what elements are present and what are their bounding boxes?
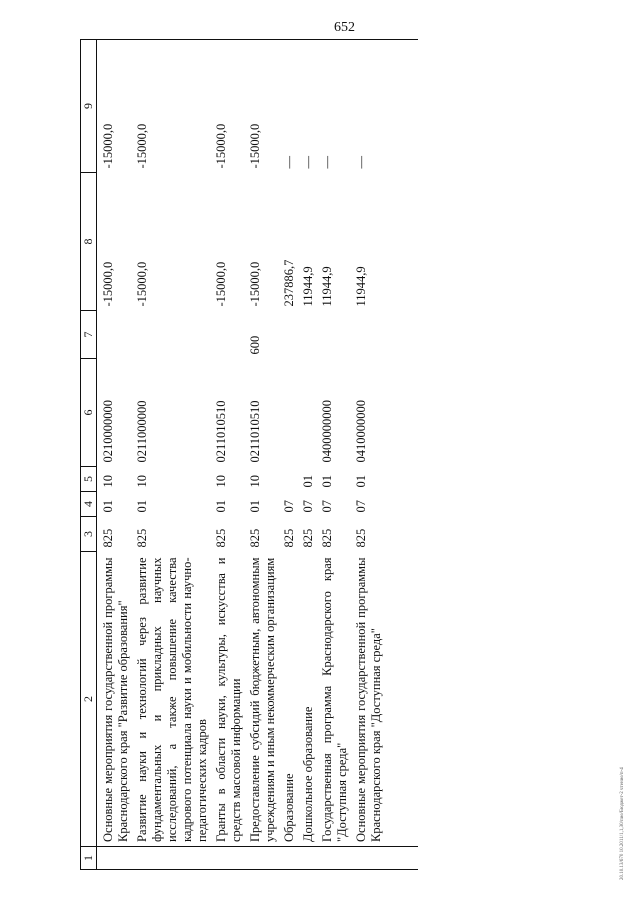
column-header: 9 xyxy=(81,40,97,173)
item-name: Образование xyxy=(282,773,296,842)
section-code: 01 xyxy=(135,500,149,513)
section-code: 01 xyxy=(214,500,228,513)
amount-col8: -15000,0 xyxy=(248,261,262,307)
target-code: 0410000000 xyxy=(354,400,368,463)
column-header: 3 xyxy=(81,517,97,552)
row-number xyxy=(350,847,418,870)
amount-col8: 11944,9 xyxy=(320,266,334,307)
target-code xyxy=(278,359,297,467)
item-name: Основные мероприятия государственной программы Краснодарского края "Развитие образования" xyxy=(101,557,130,842)
item-name: Дошкольное образование xyxy=(301,706,315,842)
table-row xyxy=(131,40,210,870)
expense-type-code xyxy=(97,311,132,359)
amount-col8: 237886,7 xyxy=(282,259,296,307)
subsection-code: 10 xyxy=(135,475,149,488)
column-header: 1 xyxy=(81,847,97,870)
subsection-code: 01 xyxy=(301,475,315,488)
rotated-page-content xyxy=(80,40,600,870)
amount-col9: — xyxy=(316,40,350,173)
amount-col8: -15000,0 xyxy=(101,261,115,307)
subsection-code: 10 xyxy=(248,475,262,488)
target-code: 0210000000 xyxy=(101,400,115,463)
ved-code: 825 xyxy=(101,528,115,548)
subsection-code: 10 xyxy=(214,475,228,488)
ved-code: 825 xyxy=(320,528,334,548)
row-number xyxy=(210,847,244,870)
row-number xyxy=(97,847,132,870)
row-number xyxy=(316,847,350,870)
table-header xyxy=(81,40,97,870)
table-row xyxy=(244,40,278,870)
ved-code: 825 xyxy=(282,528,296,548)
budget-table xyxy=(80,39,418,870)
item-name: Гранты в области науки, культуры, искусства и средств массовой информации xyxy=(214,557,243,842)
item-name: Основные мероприятия государственной программы Краснодарского края "Доступная среда" xyxy=(354,557,383,842)
column-header: 2 xyxy=(81,552,97,847)
section-code: 01 xyxy=(101,500,115,513)
expense-type-code xyxy=(278,311,297,359)
amount-col9: -15000,0 xyxy=(210,40,244,173)
table-row xyxy=(316,40,350,870)
header-row xyxy=(81,40,97,870)
expense-type-code xyxy=(297,311,316,359)
target-code: 0211010510 xyxy=(248,400,262,463)
row-number xyxy=(131,847,210,870)
table-row xyxy=(297,40,316,870)
item-name: Предоставление субсидий бюджетным, автономным учреждениям и иным некоммерческим организациям xyxy=(248,557,277,842)
amount-col9: — xyxy=(350,40,418,173)
expense-type-code xyxy=(210,311,244,359)
target-code: 0211010510 xyxy=(214,400,228,463)
column-header: 7 xyxy=(81,311,97,359)
ved-code: 825 xyxy=(135,528,149,548)
ved-code: 825 xyxy=(301,528,315,548)
subsection-code: 01 xyxy=(354,475,368,488)
amount-col9: -15000,0 xyxy=(97,40,132,173)
subsection-code: 01 xyxy=(320,475,334,488)
amount-col8: -15000,0 xyxy=(135,261,149,307)
expense-type-code: 600 xyxy=(248,335,262,355)
amount-col8: 11944,9 xyxy=(354,266,368,307)
section-code: 07 xyxy=(354,500,368,513)
table-row xyxy=(278,40,297,870)
table-row xyxy=(350,40,418,870)
amount-col8: -15000,0 xyxy=(214,261,228,307)
amount-col9: — xyxy=(297,40,316,173)
expense-type-code xyxy=(350,311,418,359)
section-code: 07 xyxy=(301,500,315,513)
column-header: 4 xyxy=(81,492,97,517)
expense-type-code xyxy=(316,311,350,359)
table-row xyxy=(97,40,132,870)
ved-code: 825 xyxy=(354,528,368,548)
subsection-code xyxy=(278,467,297,492)
table-body xyxy=(97,40,419,870)
row-number xyxy=(244,847,278,870)
amount-col9: -15000,0 xyxy=(131,40,210,173)
item-name: Государственная программа Краснодарского края "Доступная среда" xyxy=(320,557,349,842)
section-code: 01 xyxy=(248,500,262,513)
page-number: 652 xyxy=(334,20,355,35)
subsection-code: 10 xyxy=(101,475,115,488)
column-header: 5 xyxy=(81,467,97,492)
column-header: 6 xyxy=(81,359,97,467)
item-name: Развитие науки и технологий через развитие фундаментальных и прикладных научных исследований, а также повышение качества кадрового потенциала науки и мобильности научно-педагогических кадров xyxy=(135,557,209,842)
row-number xyxy=(297,847,316,870)
amount-col9: -15000,0 xyxy=(244,40,278,173)
amount-col8: 11944,9 xyxy=(301,266,315,307)
amount-col9: — xyxy=(278,40,297,173)
section-code: 07 xyxy=(320,500,334,513)
target-code: 0211000000 xyxy=(135,400,149,463)
file-path-note: 20.10.13/670 10.2011/1,1,30/пие/Бюджет-2 чтение/п-4 xyxy=(620,767,625,880)
table-row xyxy=(210,40,244,870)
ved-code: 825 xyxy=(248,528,262,548)
section-code: 07 xyxy=(282,500,296,513)
expense-type-code xyxy=(131,311,210,359)
ved-code: 825 xyxy=(214,528,228,548)
column-header: 8 xyxy=(81,173,97,311)
target-code xyxy=(297,359,316,467)
target-code: 0400000000 xyxy=(320,400,334,463)
row-number xyxy=(278,847,297,870)
